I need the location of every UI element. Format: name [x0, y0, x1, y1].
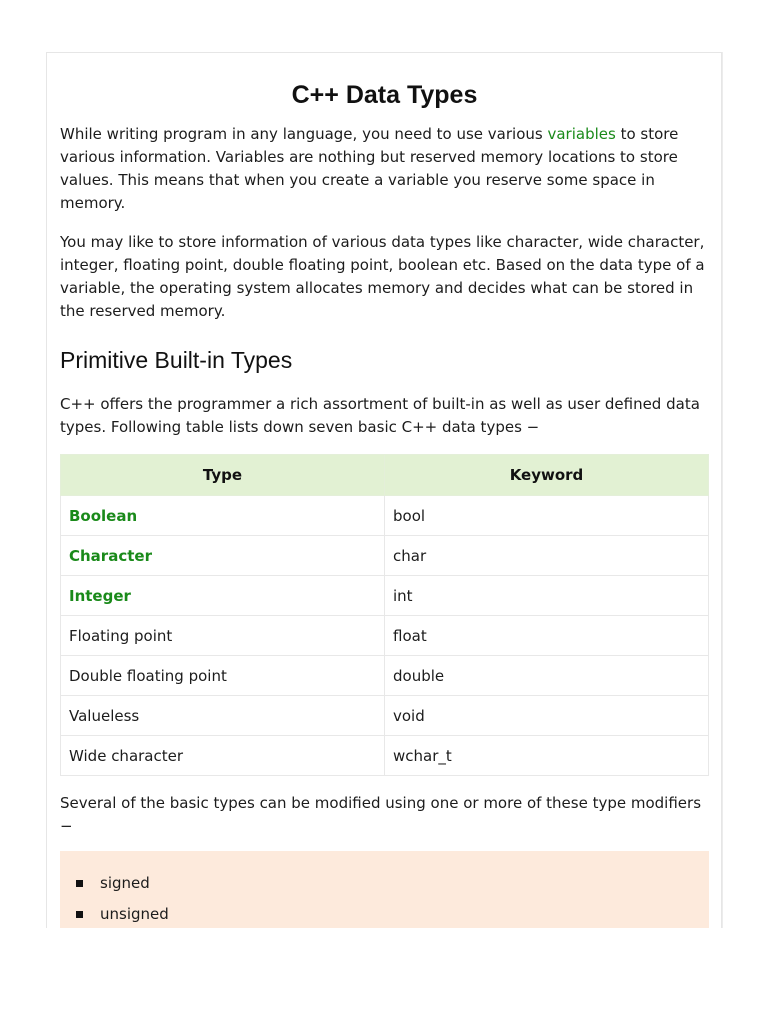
table-cell-type: Integer [61, 576, 385, 616]
modifiers-box [60, 851, 709, 928]
article-content [60, 53, 709, 928]
intro-text-after: to store various information. Variables are nothing but reserved memory locations to store values. This means that when you create a variable you reserve some space in memory. [60, 125, 679, 212]
table-row [61, 656, 709, 696]
table-cell-type: Boolean [61, 496, 385, 536]
table-cell-keyword: char [385, 536, 709, 576]
modifiers-list [60, 868, 709, 928]
section-heading: Primitive Built-in Types [60, 347, 293, 373]
table-cell-keyword: bool [385, 496, 709, 536]
square-bullet-icon [76, 911, 83, 918]
table-cell-type: Double floating point [61, 656, 385, 696]
intro-text-before: While writing program in any language, you need to use various [60, 125, 548, 143]
section-paragraph: C++ offers the programmer a rich assortment of built-in as well as user defined data types. Following table lists down seven basic C++ data types − [60, 395, 700, 436]
modifier-label: signed [100, 874, 150, 892]
table-cell-type: Floating point [61, 616, 385, 656]
table-header-type: Type [61, 455, 385, 496]
table-cell-keyword: void [385, 696, 709, 736]
variables-link[interactable]: variables [547, 125, 616, 143]
intro-paragraph-1 [60, 123, 709, 215]
table-cell-keyword: wchar_t [385, 736, 709, 776]
intro-paragraph-2: You may like to store information of various data types like character, wide character, integer, floating point, double floating point, boolean etc. Based on the data type of a variable, the operating system allocates memory and decides what can be stored in the reserved memory. [60, 233, 705, 320]
list-item [76, 899, 709, 928]
table-cell-keyword: float [385, 616, 709, 656]
table-header-row [61, 455, 709, 496]
table-row [61, 496, 709, 536]
page-title: C++ Data Types [291, 81, 478, 109]
article-card [46, 52, 722, 928]
table-cell-type: Character [61, 536, 385, 576]
table-row [61, 736, 709, 776]
data-types-table [60, 454, 709, 776]
table-cell-type: Valueless [61, 696, 385, 736]
table-row [61, 616, 709, 656]
square-bullet-icon [76, 880, 83, 887]
table-row [61, 696, 709, 736]
list-item [76, 868, 709, 899]
table-header-keyword: Keyword [385, 455, 709, 496]
table-cell-type: Wide character [61, 736, 385, 776]
table-cell-keyword: double [385, 656, 709, 696]
table-row [61, 576, 709, 616]
modifier-label: unsigned [100, 905, 169, 923]
table-cell-keyword: int [385, 576, 709, 616]
table-row [61, 536, 709, 576]
modifiers-intro: Several of the basic types can be modified using one or more of these type modifiers − [60, 794, 702, 835]
